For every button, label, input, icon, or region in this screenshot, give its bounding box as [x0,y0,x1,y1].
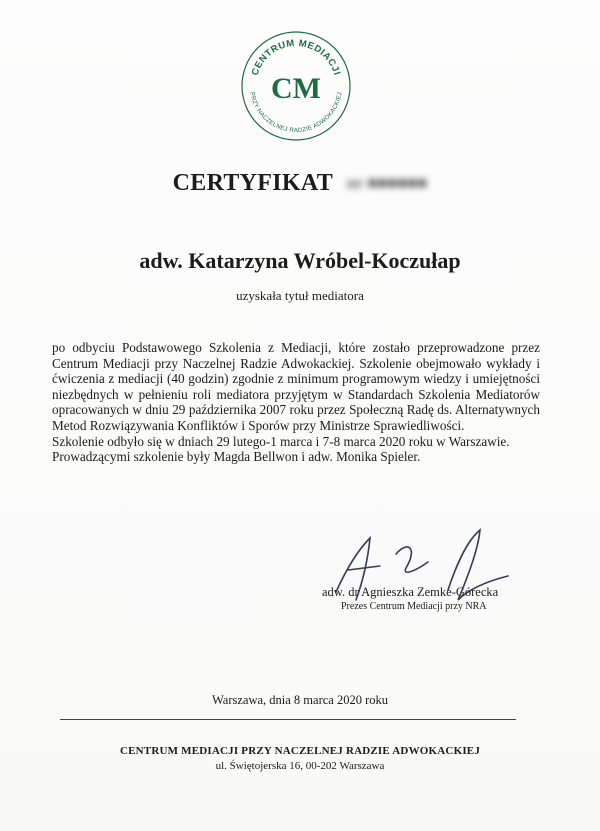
signatory-name: adw. dr Agnieszka Zemke-Górecka [322,585,499,599]
recipient-subtitle: uzyskała tytuł mediatora [236,288,364,303]
signatory-role: Prezes Centrum Mediacji przy NRA [341,601,487,612]
logo-monogram: CM [271,72,321,105]
certificate-number: nr ■■■■■■ [346,175,428,193]
logo-top-text: CENTRUM MEDIACJI [249,37,343,77]
organization-name: CENTRUM MEDIACJI PRZY NACZELNEJ RADZIE ADWOKACKIEJ [119,745,481,757]
footer-divider [60,719,516,720]
body-paragraph-trainers: Prowadzącymi szkolenie były Magda Bellwon i adw. Monika Spieler. [52,449,421,465]
organization-address: ul. Świętojerska 16, 00-202 Warszawa [215,760,385,772]
recipient-name: adw. Katarzyna Wróbel-Koczułap [139,248,461,273]
body-paragraph-training: po odbyciu Podstawowego Szkolenia z Mediacji, które zostało przeprowadzone przez Centrum Mediacji przy Naczelnej Radzie Adwokackiej. Szkolenie obejmowało wykłady i ćwiczenia z mediacji (40 godzin) zgodnie z minimum programowym wiedzy i umiejętności niezbędnych w pełnieniu roli mediatora przyjętym w Standardach Szkolenia Mediatorów opracowanych w dniu 29 października 2007 roku przez Społeczną Radę ds. Alternatywnych Metod Rozwiązywania Konfliktów i Sporów przy Ministrze Sprawiedliwości. [52,340,540,433]
logo-bottom-text: PRZY NACZELNEJ RADZIE ADWOKACKIEJ [248,91,344,134]
certificate-title [0,170,600,197]
place-and-date: Warszawa, dnia 8 marca 2020 roku [211,693,388,707]
centrum-mediacji-logo [236,26,356,146]
certificate-title-text: CERTYFIKAT [172,170,333,196]
body-paragraph-dates: Szkolenie odbyło się w dniach 29 lutego-1 marca i 7-8 marca 2020 roku w Warszawie. [52,433,510,449]
certificate-body [52,340,540,465]
